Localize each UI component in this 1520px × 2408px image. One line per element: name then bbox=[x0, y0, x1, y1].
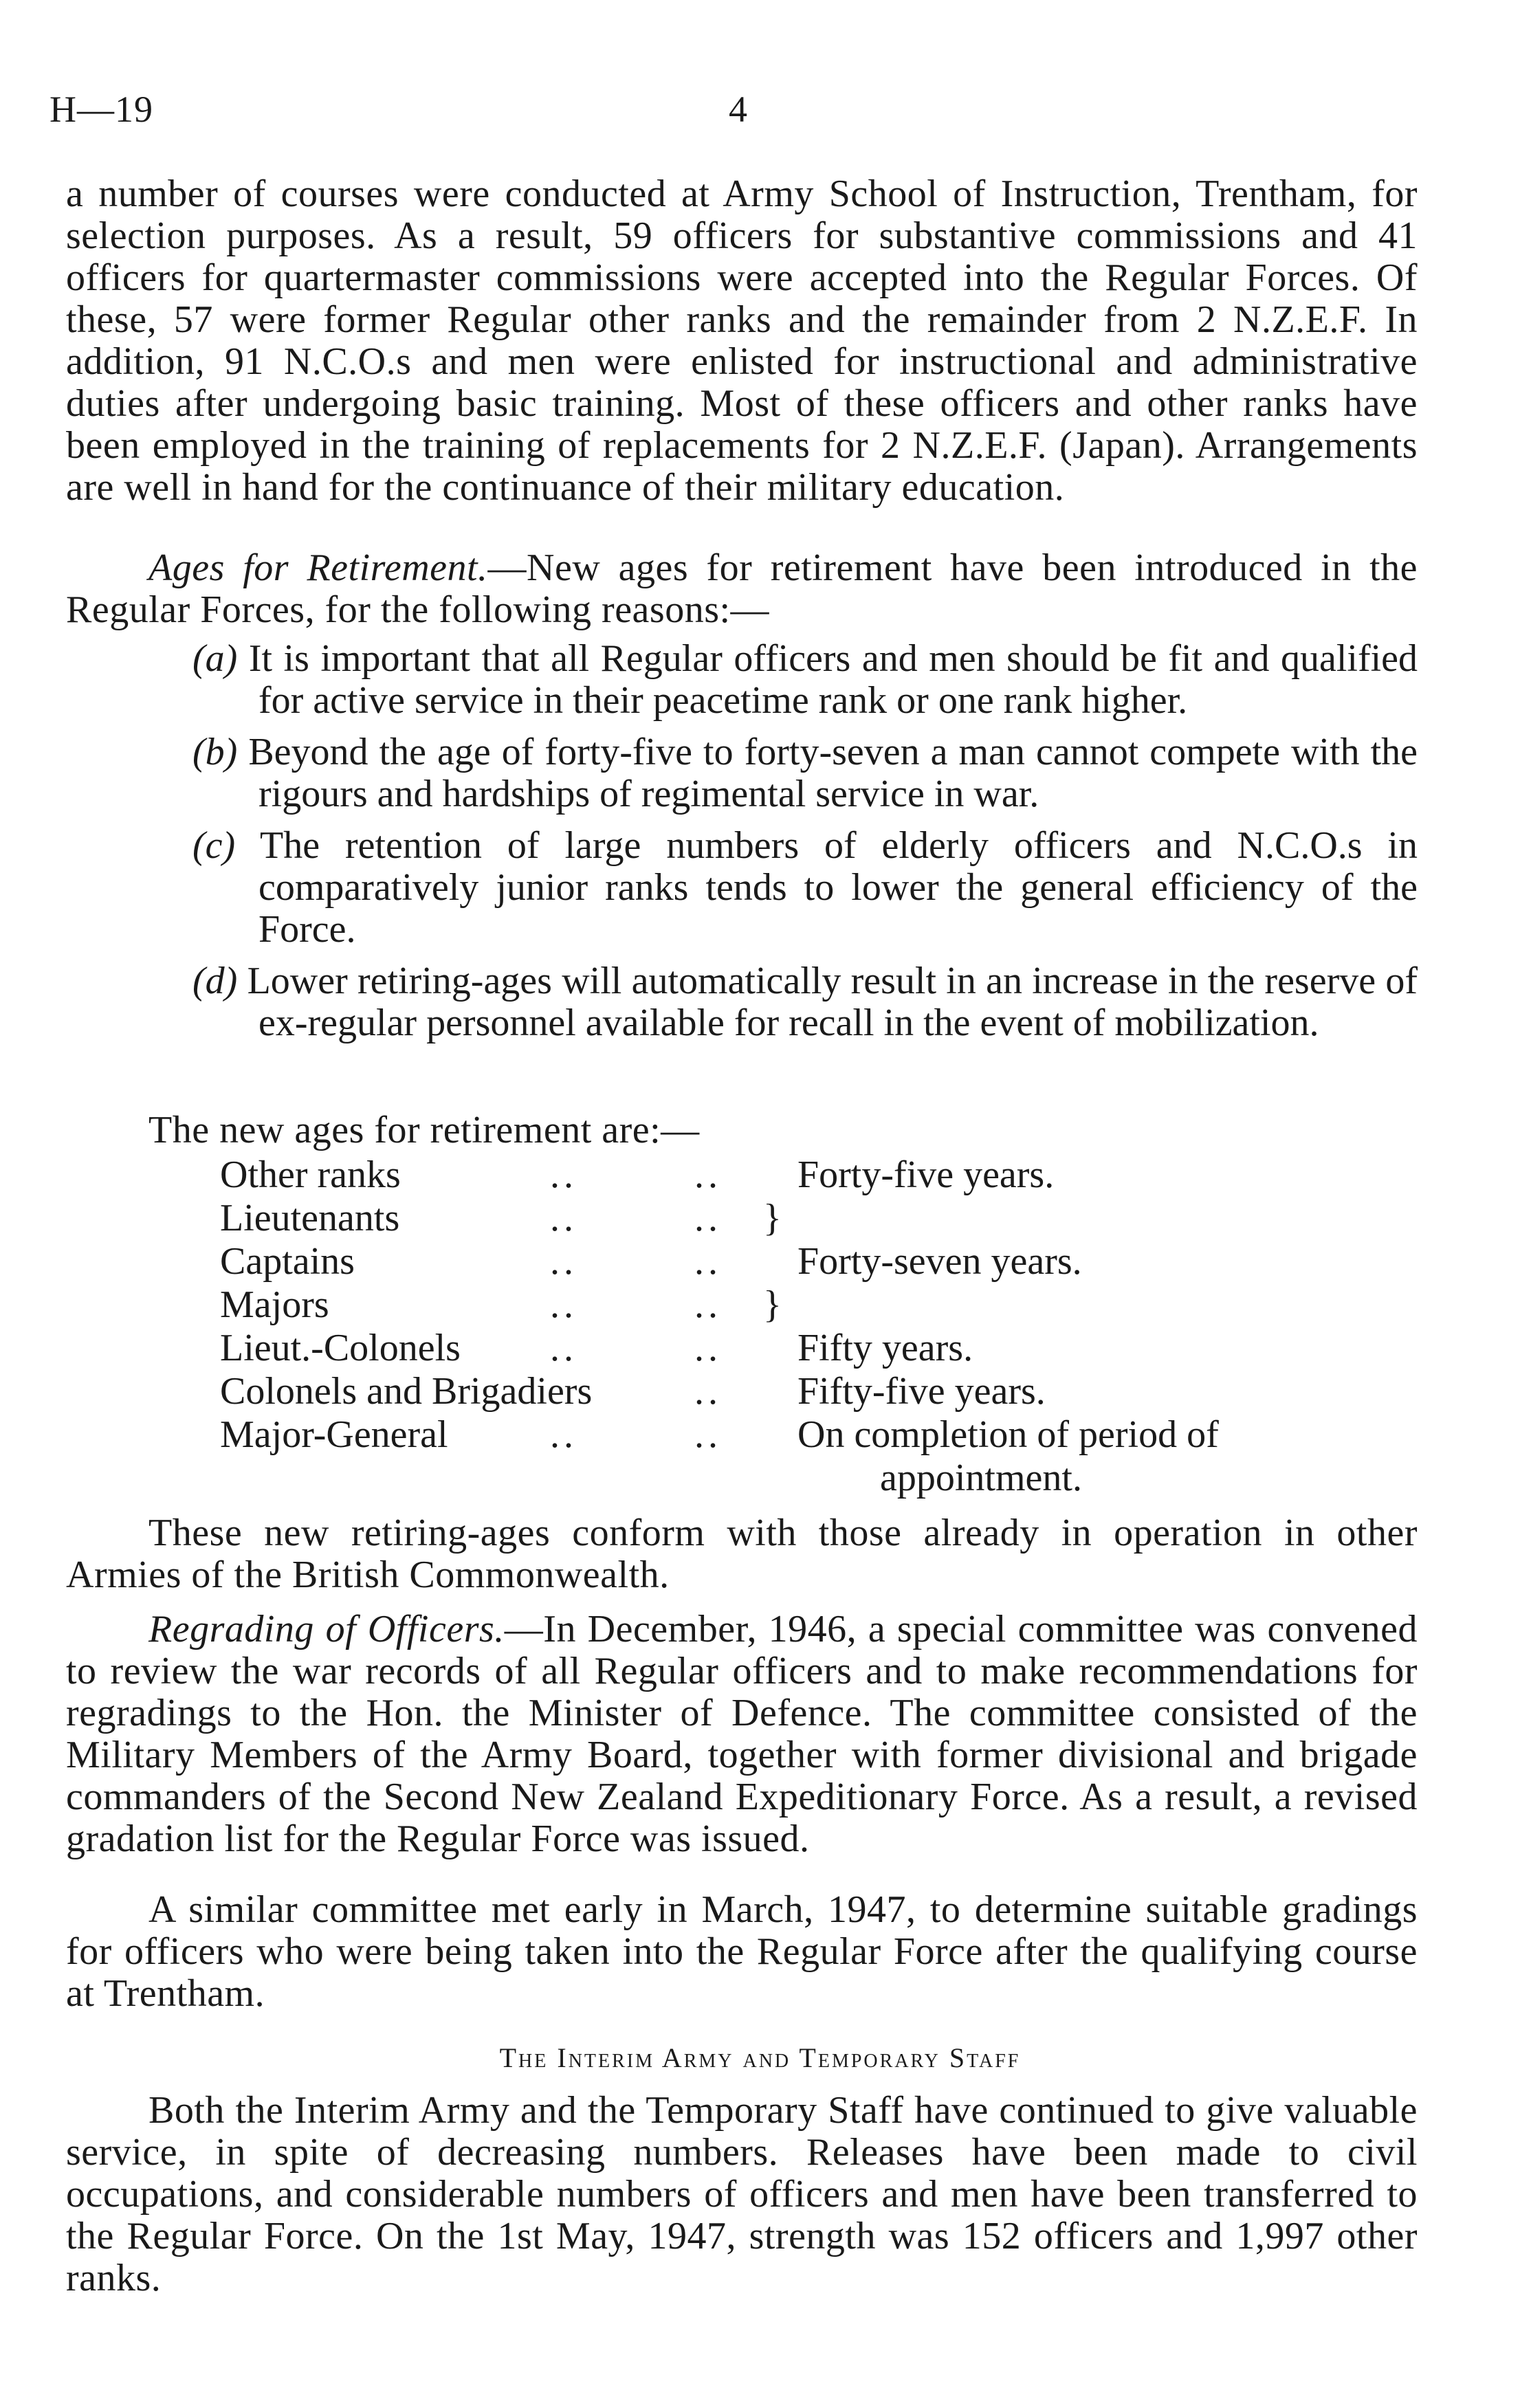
paragraph-regrading-of-officers bbox=[66, 1609, 1418, 1860]
table-row: Majors .. .. } bbox=[220, 1283, 782, 1326]
paragraph-text: —New ages for retirement have been introduced in the Regular Forces, for the following reasons:— bbox=[66, 546, 1418, 631]
paragraph-text: —In December, 1946, a special committee was convened to review the war records of all Regular officers and to make recommendations for regradings to the Hon. the Minister of Defence. The committee consisted of the Military Members of the Army Board, together with former divisional and brigade commanders of the Second New Zealand Expeditionary Force. As a result, a revised gradation list for the Regular Force was issued. bbox=[66, 1608, 1418, 1860]
paragraph-heading: Ages for Retirement. bbox=[148, 546, 488, 589]
retirement-ages-table bbox=[220, 1153, 1430, 1500]
paragraph-heading: Regrading of Officers. bbox=[148, 1608, 505, 1650]
paragraph-conform: These new retiring-ages conform with those already in operation in other Armies of the British Commonwealth. bbox=[66, 1512, 1418, 1596]
list-item: (d) Lower retiring-ages will automatically result in an increase in the reserve of ex-regular personnel available for recall in the event of mobilization. bbox=[192, 960, 1418, 1044]
table-row: Major-General .. .. On completion of period of bbox=[220, 1413, 1219, 1456]
list-item: (c) The retention of large numbers of elderly officers and N.C.O.s in comparatively junior ranks tends to lower the general efficiency of the Force. bbox=[192, 824, 1418, 951]
page-number: 4 bbox=[729, 89, 747, 130]
section-heading: The Interim Army and Temporary Staff bbox=[499, 2042, 1021, 2073]
reasons-list bbox=[66, 638, 1418, 1054]
paragraph-interim-army: Both the Interim Army and the Temporary Staff have continued to give valuable service, in spite of decreasing numbers. Releases have been made to civil occupations, and considerable numbers of officers and men have been transferred to the Regular Force. On the 1st May, 1947, strength was 152 officers and 1,997 other ranks. bbox=[66, 2089, 1418, 2299]
table-row: Lieut.-Colonels .. .. Fifty years. bbox=[220, 1327, 973, 1369]
table-row: Lieutenants .. .. } bbox=[220, 1197, 782, 1239]
group-brace: } bbox=[763, 1283, 782, 1326]
paragraph-intro bbox=[66, 173, 1418, 509]
ages-intro: The new ages for retirement are:— bbox=[148, 1109, 700, 1151]
list-item: (b) Beyond the age of forty-five to forty-seven a man cannot compete with the rigours and hardships of regimental service in war. bbox=[192, 731, 1418, 815]
group-brace: } bbox=[763, 1197, 782, 1239]
table-row: Other ranks .. .. Forty-five years. bbox=[220, 1153, 1055, 1196]
paragraph-ages-for-retirement bbox=[66, 547, 1418, 631]
table-row: appointment. bbox=[880, 1457, 1082, 1499]
document-reference: H—19 bbox=[49, 89, 153, 130]
list-item: (a) It is important that all Regular officers and men should be fit and qualified for active service in their peacetime rank or one rank higher. bbox=[192, 637, 1418, 722]
paragraph-text: a number of courses were conducted at Army School of Instruction, Trentham, for selection purposes. As a result, 59 officers for substantive commissions and 41 officers for quartermaster commissions were accepted into the Regular Forces. Of these, 57 were former Regular other ranks and the remainder from 2 N.Z.E.F. In addition, 91 N.C.O.s and men were enlisted for instructional and administrative duties after undergoing basic training. Most of these officers and other ranks have been employed in the training of replacements for 2 N.Z.E.F. (Japan). Arrangements are well in hand for the continuance of their military education. bbox=[66, 173, 1418, 509]
table-row: Captains .. .. Forty-seven years. bbox=[220, 1240, 1082, 1283]
table-row: Colonels and Brigadiers .. Fifty-five years. bbox=[220, 1370, 1046, 1413]
paragraph-similar-committee: A similar committee met early in March, 1947, to determine suitable gradings for officers who were being taken into the Regular Force after the qualifying course at Trentham. bbox=[66, 1888, 1418, 2015]
